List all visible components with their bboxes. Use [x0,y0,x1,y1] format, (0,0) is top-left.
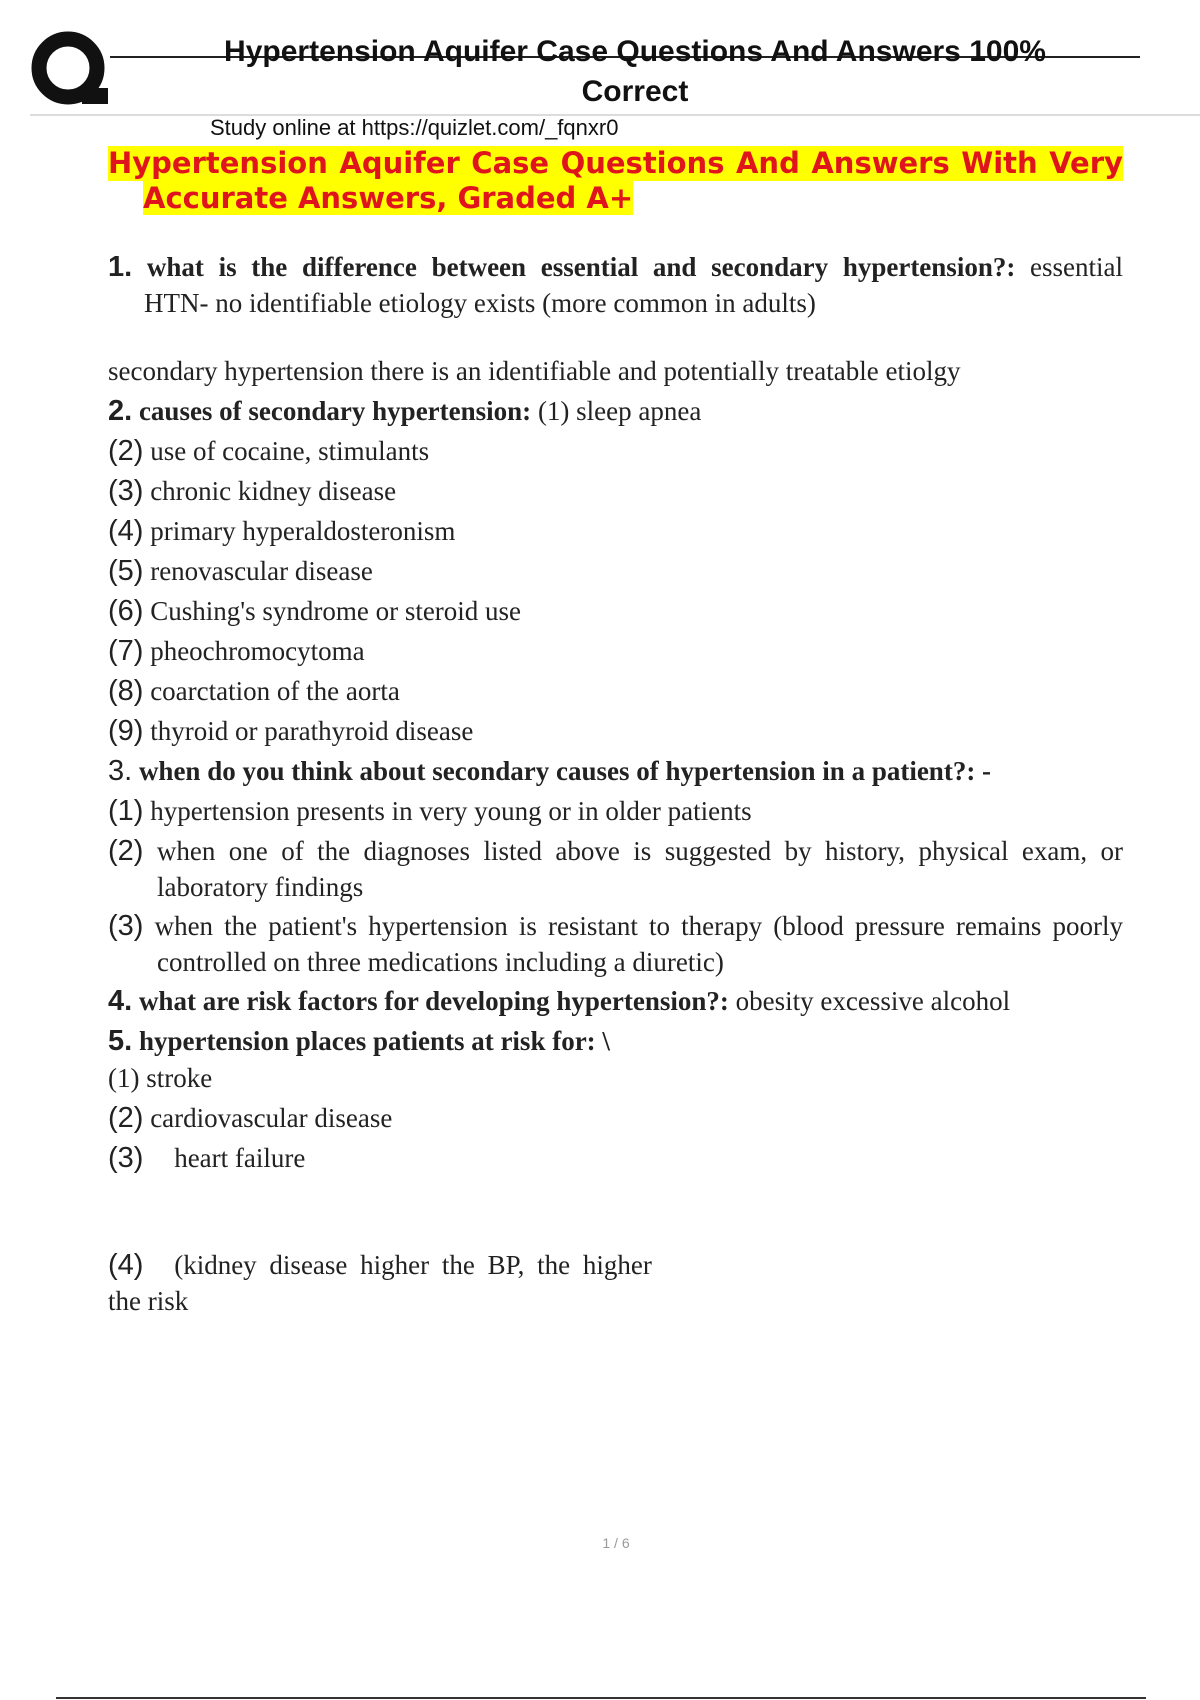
list-item: (7) pheochromocytoma [108,635,365,667]
list-item-continuation: controlled on three medications including a diuretic) [157,947,724,977]
list-item: (4) primary hyperaldosteronism [108,515,456,547]
list-item: (9) thyroid or parathyroid disease [108,715,474,747]
list-item-continuation: laboratory findings [157,872,364,902]
list-item: (3) when the patient's hypertension is resistant to therapy (blood pressure remains poorly [108,910,1124,942]
bottom-divider [56,1697,1146,1699]
subtitle-word: Hypertension [108,146,328,180]
question-5: 5. hypertension places patients at risk for: \ [108,1025,610,1057]
list-item: (5) renovascular disease [108,555,373,587]
question-3: 3. when do you think about secondary causes of hypertension in a patient?: - [108,755,992,787]
list-item: (6) Cushing's syndrome or steroid use [108,595,522,627]
list-item: (4) (kidney disease higher the BP, the higher [108,1249,652,1281]
answer-text: obesity excessive alcohol [735,986,1011,1016]
subtitle-word: Very [1049,146,1123,180]
question-4: 4. what are risk factors for developing hypertension?: obesity excessive alcohol [108,985,1011,1017]
question-2: 2. causes of secondary hypertension: (1) sleep apnea [108,395,702,427]
subtitle-word: Aquifer [339,146,460,180]
subtitle-word: With [961,146,1038,180]
list-item: (2) cardiovascular disease [108,1102,393,1134]
list-item: (8) coarctation of the aorta [108,675,400,707]
list-item: (2) when one of the diagnoses listed above is suggested by history, physical exam, or [108,835,1124,867]
answer-text: essential [1030,252,1123,282]
subtitle-line-1 [108,146,1123,181]
list-item: (2) use of cocaine, stimulants [108,435,430,467]
list-item: (1) hypertension presents in very young or in older patients [108,795,752,827]
list-item: (1) stroke [108,1063,213,1093]
question-1: 1. what is the difference between essential and secondary hypertension?: essential [108,251,1123,283]
question-text: causes of secondary hypertension: [138,396,532,426]
question-text: what are risk factors for developing hypertension?: [138,986,729,1016]
list-item: (3) heart failure [108,1142,306,1174]
page-title-line-2: Correct [581,75,689,108]
subtitle-word: Case [471,146,550,180]
page-number: 1 / 6 [602,1535,630,1551]
subtitle-banner [108,146,1123,216]
page-title [140,32,1130,112]
page-title-line-1: Hypertension Aquifer Case Questions And Answers 100% [224,35,1046,68]
question-text: what is the difference between essential and secondary hypertension?: [146,252,1016,282]
subtitle-word: Questions [560,146,725,180]
quizlet-q-logo-icon [30,30,110,110]
subtitle-word: Answers [811,146,950,180]
subtitle-word: And [735,146,800,180]
answer-continuation: HTN- no identifiable etiology exists (more common in adults) [144,288,816,318]
subtitle-line-2: Accurate Answers, Graded A+ [143,181,634,215]
answer-text: (1) sleep apnea [537,396,702,426]
list-item-continuation: the risk [108,1286,189,1316]
question-text: hypertension places patients at risk for: \ [138,1026,610,1056]
study-online-link[interactable]: Study online at https://quizlet.com/_fqnxr0 [210,115,619,140]
answer-paragraph: secondary hypertension there is an identifiable and potentially treatable etiolgy [108,356,961,386]
list-item: (3) chronic kidney disease [108,475,397,507]
question-text: when do you think about secondary causes of hypertension in a patient?: - [138,756,992,786]
